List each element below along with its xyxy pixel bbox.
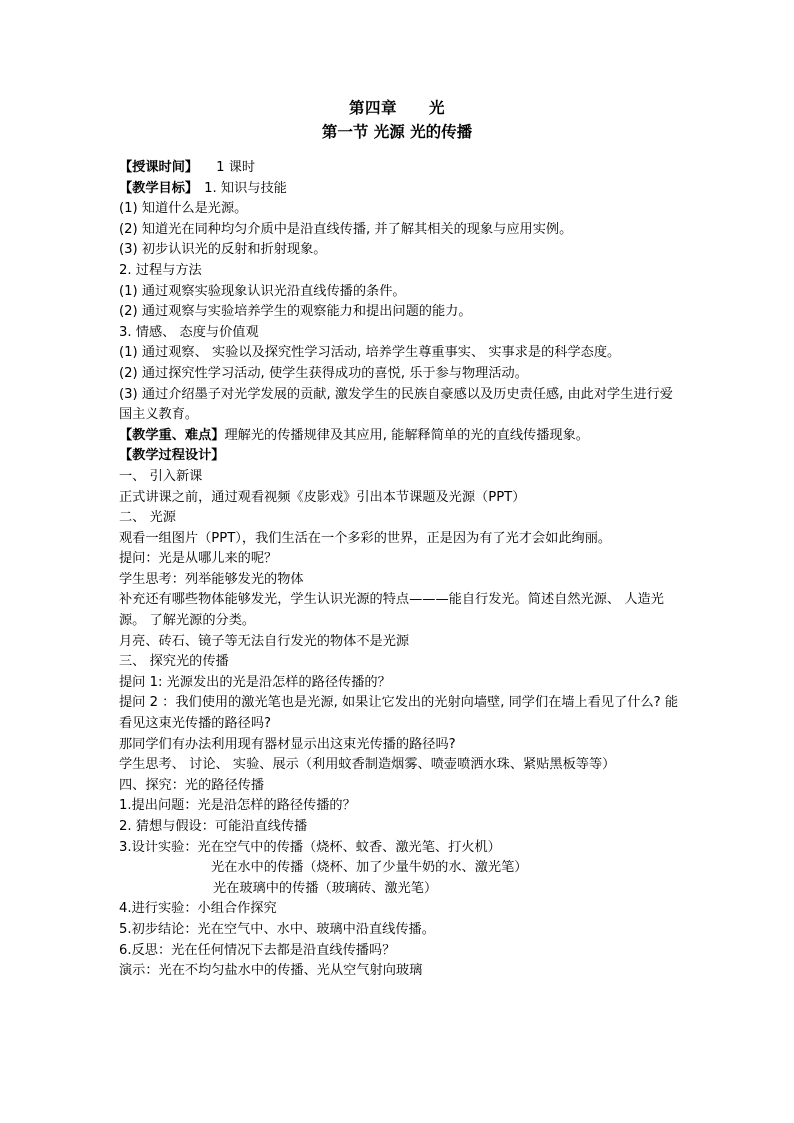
part2-line: 提问：光是从哪儿来的呢？ — [119, 551, 278, 567]
part3-line: 提问 2 ：我们使用的激光笔也是光源, 如果让它发出的光射向墙壁, 同学们在墙上看见了什么? 能看见这束光传播的路径吗? — [119, 695, 679, 732]
part3-line: 那同学们有办法利用现有器材显示出这束光传播的路径吗? — [119, 736, 456, 752]
section-title: 第一节 光源 光的传播 — [321, 122, 473, 141]
part4-step-sub: 光在水中的传播（烧杯、加了少量牛奶的水、激光笔） — [211, 860, 528, 876]
part2-heading: 二、 光源 — [119, 510, 176, 526]
part4-heading: 四、探究：光的路径传播 — [119, 777, 265, 793]
objectives-line — [119, 179, 679, 200]
key-points-text: 理解光的传播规律及其应用, 能解释简单的光的直线传播现象。 — [224, 427, 589, 443]
lesson-time-label: 【授课时间】 — [119, 160, 199, 175]
part3-line: 学生思考、 讨论、 实验、展示（利用蚊香制造烟雾、喷壶喷洒水珠、紧贴黑板等等） — [119, 757, 616, 773]
objectives-heading-2: 2. 过程与方法 — [119, 262, 202, 278]
lesson-time-value: 1 课时 — [216, 160, 256, 175]
part2-line: 月亮、砖石、镜子等无法自行发光的物体不是光源 — [119, 633, 410, 649]
part4-step: 6.反思：光在任何情况下去都是沿直线传播吗？ — [119, 942, 396, 958]
key-points-line — [119, 426, 679, 447]
part4-demo: 演示：光在不均匀盐水中的传播、光从空气射向玻璃 — [119, 963, 423, 979]
objective-item: (2) 知道光在同种均匀介质中是沿直线传播, 并了解其相关的现象与应用实例。 — [119, 221, 573, 237]
chapter-title: 第四章 光 — [348, 98, 445, 117]
part4-step-sub: 光在玻璃中的传播（玻璃砖、激光笔） — [213, 880, 438, 896]
objective-item: (3) 初步认识光的反射和折射现象。 — [119, 242, 327, 258]
key-points-label: 【教学重、难点】 — [119, 427, 225, 443]
part4-step: 3.设计实验：光在空气中的传播（烧杯、蚊香、激光笔、打火机） — [119, 839, 501, 855]
part3-heading: 三、 探究光的传播 — [119, 654, 229, 670]
objective-item: (2) 通过观察与实验培养学生的观察能力和提出问题的能力。 — [119, 304, 472, 320]
part2-line: 观看一组图片（PPT），我们生活在一个多彩的世界，正是因为有了光才会如此绚丽。 — [119, 530, 612, 546]
objective-item: (2) 通过探究性学习活动, 使学生获得成功的喜悦, 乐于参与物理活动。 — [119, 365, 528, 381]
part4-step: 1.提出问题：光是沿怎样的路径传播的？ — [119, 798, 356, 814]
part2-line: 补充还有哪些物体能够发光，学生认识光源的特点———能自行发光。简述自然光源、 人造光源。 了解光源的分类。 — [119, 592, 664, 629]
objective-item: (1) 通过观察、 实验以及探究性学习活动, 培养学生尊重事实、 实事求是的科学态度。 — [119, 345, 621, 361]
objective-item: (1) 知道什么是光源。 — [119, 201, 248, 217]
objective-item: (3) 通过介绍墨子对光学发展的贡献, 激发学生的民族自豪感以及历史责任感, 由此对学生进行爱国主义教育。 — [119, 386, 673, 423]
part3-line: 提问 1: 光源发出的光是沿怎样的路径传播的？ — [119, 674, 391, 690]
process-label: 【教学过程设计】 — [119, 448, 225, 464]
objectives-label: 【教学目标】 — [119, 180, 199, 196]
part4-step: 2. 猜想与假设：可能沿直线传播 — [119, 819, 308, 834]
part4-step: 5.初步结论：光在空气中、水中、玻璃中沿直线传播。 — [119, 921, 435, 937]
document-body — [119, 158, 679, 982]
part2-line: 学生思考：列举能够发光的物体 — [119, 571, 304, 587]
part4-step: 4.进行实验：小组合作探究 — [119, 901, 277, 917]
objectives-heading-1: 1. 知识与技能 — [204, 180, 287, 196]
objectives-heading-3: 3. 情感、 态度与价值观 — [119, 324, 259, 340]
lesson-time-line — [119, 158, 679, 179]
part1-text: 正式讲课之前，通过观看视频《皮影戏》引出本节课题及光源（PPT） — [119, 489, 526, 505]
objective-item: (1) 通过观察实验现象认识光沿直线传播的条件。 — [119, 283, 406, 299]
part1-heading: 一、 引入新课 — [119, 468, 203, 484]
